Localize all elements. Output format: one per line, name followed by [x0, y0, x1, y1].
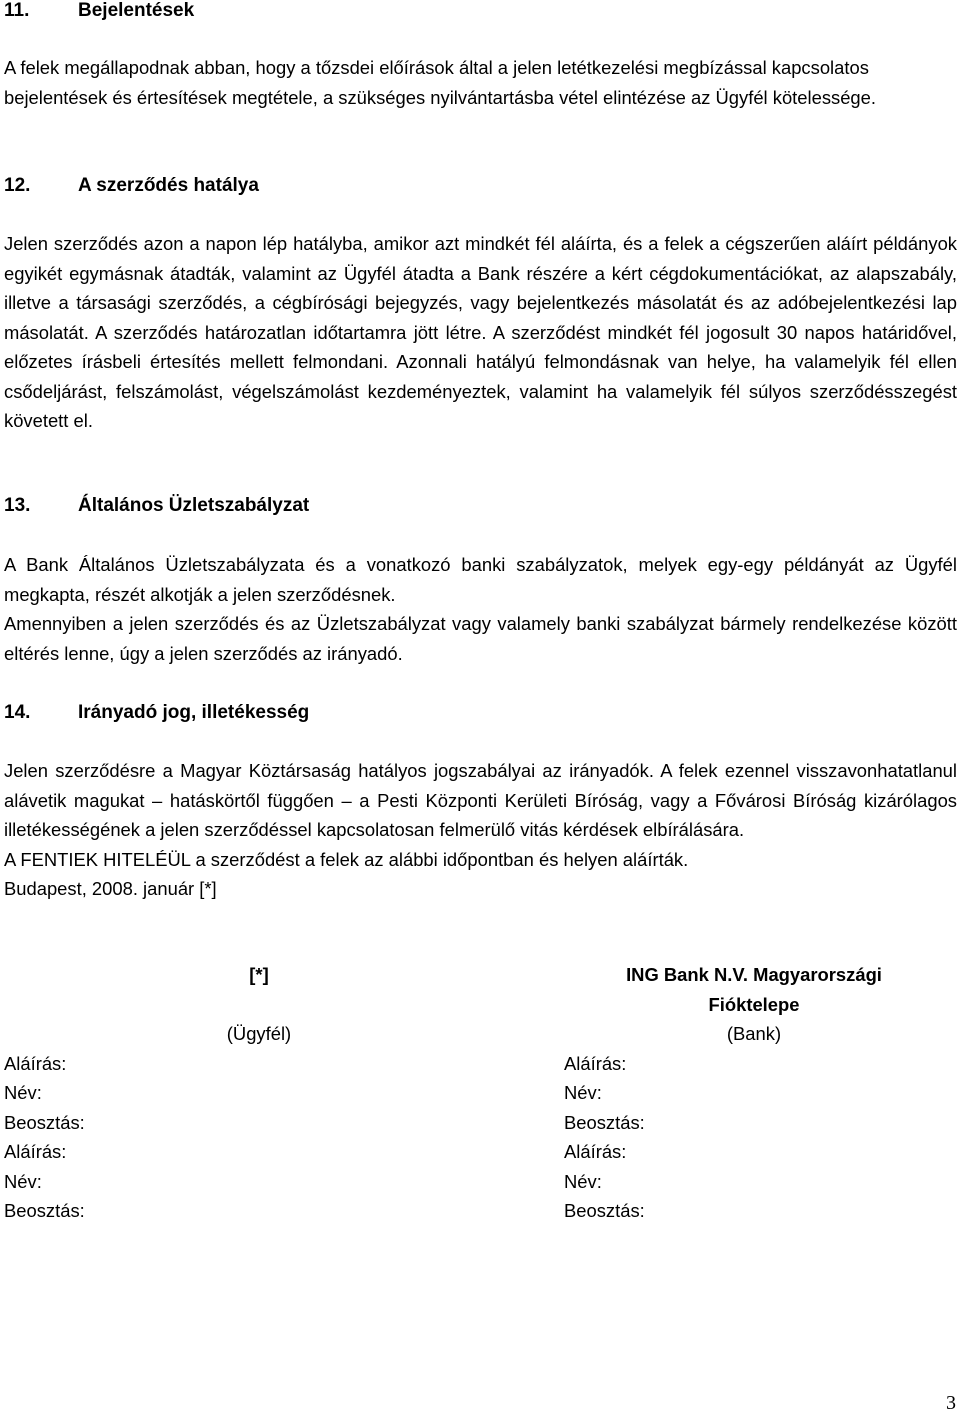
bank-role: (Bank) [726, 1023, 782, 1044]
name-field: Név: [564, 1170, 602, 1192]
signature-field: Aláírás: [564, 1141, 627, 1162]
name-field: Név: [564, 1082, 602, 1103]
paragraph: A Bank Általános Üzletszabályzata és a vonatkozó banki szabályzatok, melyek egy-egy példányát az Ügyfél megkapta, részét alkotják a jelen szerződésnek. [4, 554, 957, 605]
position-field: Beosztás: [4, 1111, 85, 1133]
section-14-heading [4, 702, 309, 724]
spacer [4, 990, 524, 1020]
signature-field: Aláírás: [4, 1052, 67, 1074]
section-11-body [4, 53, 957, 112]
section-number: 13. [4, 495, 31, 516]
client-name: [*] [249, 964, 269, 985]
section-number: 12. [4, 175, 31, 196]
signature-field: Aláírás: [4, 1141, 67, 1162]
client-signature-block [4, 960, 524, 1226]
section-title: Bejelentések [78, 0, 195, 21]
section-title: Irányadó jog, illetékesség [78, 702, 310, 723]
bank-signature-block [564, 960, 944, 1226]
section-number: 14. [4, 702, 31, 723]
section-13-body [4, 550, 957, 668]
client-role: (Ügyfél) [226, 1023, 292, 1044]
date-place: Budapest, 2008. január [*] [4, 878, 217, 899]
paragraph: Amennyiben a jelen szerződés és az Üzletszabályzat vagy valamely banki szabályzat bármely rendelkezése között eltérés lenne, úgy a jelen szerződés az irányadó. [4, 613, 957, 664]
position-field: Beosztás: [564, 1200, 645, 1221]
paragraph: A FENTIEK HITELÉÜL a szerződést a felek az alábbi időpontban és helyen aláírták. [4, 848, 689, 870]
section-12-body [4, 229, 957, 436]
section-11-heading [4, 0, 194, 22]
position-field: Beosztás: [564, 1111, 645, 1133]
bank-name-line1: ING Bank N.V. Magyarországi [626, 964, 882, 985]
section-title: A szerződés hatálya [78, 175, 259, 196]
signature-field: Aláírás: [564, 1052, 627, 1074]
paragraph: Jelen szerződés azon a napon lép hatályba, amikor azt mindkét fél aláírta, és a felek a cégszerűen aláírt példányok egyikét egymásnak átadták, valamint az Ügyfél átadta a Bank részére a kért cégdokumentációkat, az alapszabály, illetve a társasági szerződés, a cégbírósági bejegyzés, vagy bejelentkezés másolatát és az adóbejelentkezési lap másolatát. A szerződés határozatlan időtartamra jött létre. A szerződést mindkét fél jogosult 30 napos határidővel, előzetes írásbeli értesítés mellett felmondani. Azonnali hatályú felmondásnak van helye, ha valamelyik fél ellen csődeljárást, felszámolást, végelszámolást kezdeményeztek, valamint ha valamelyik fél súlyos szerződésszegést követett el. [4, 233, 957, 431]
section-title: Általános Üzletszabályzat [78, 495, 310, 516]
bank-name-line2: Fióktelepe [708, 993, 800, 1015]
page-number: 3 [946, 1392, 956, 1414]
name-field: Név: [4, 1082, 42, 1103]
paragraph: Jelen szerződésre a Magyar Köztársaság hatályos jogszabályai az irányadók. A felek ezennel visszavonhatatlanul alávetik magukat – hatáskörtől függően – a Pesti Központi Kerületi Bíróság, vagy a Fővárosi Bíróság kizárólagos illetékességének a jelen szerződéssel kapcsolatosan felmerülő vitás kérdések elbírálására. [4, 760, 957, 840]
section-14-body [4, 756, 957, 904]
section-12-heading [4, 175, 259, 197]
section-number: 11. [4, 0, 30, 21]
name-field: Név: [4, 1170, 42, 1192]
position-field: Beosztás: [4, 1200, 85, 1221]
section-13-heading [4, 495, 309, 517]
paragraph: A felek megállapodnak abban, hogy a tőzsdei előírások által a jelen letétkezelési megbízással kapcsolatos bejelentések és értesítések megtétele, a szükséges nyilvántartásba vétel elintézése az Ügyfél kötelessége. [4, 57, 877, 108]
